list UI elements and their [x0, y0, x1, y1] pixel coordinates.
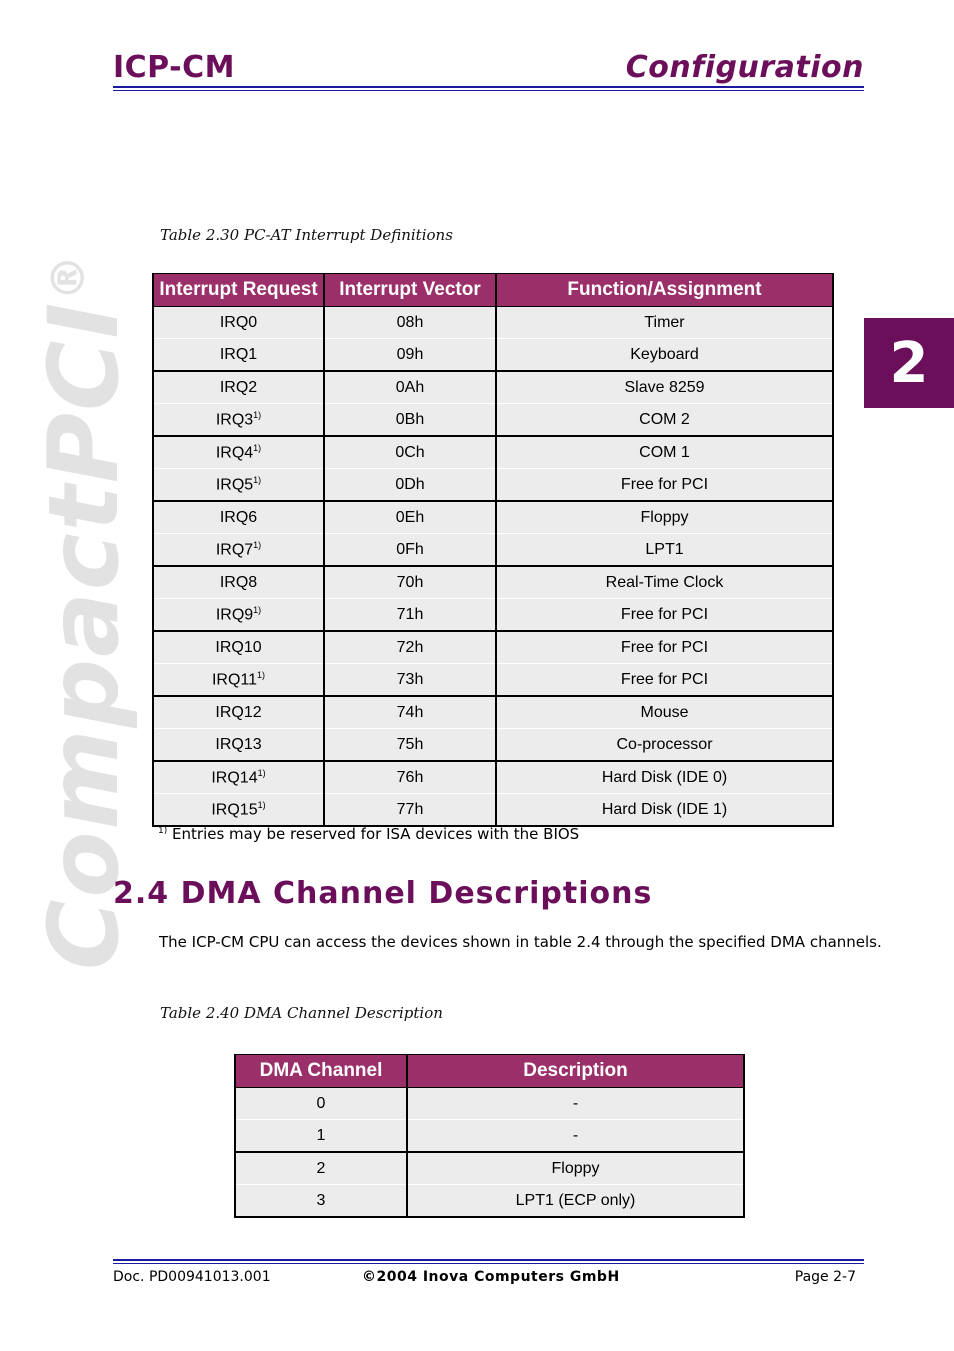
- cell-interrupt-vector: 70h: [324, 566, 496, 599]
- cell-interrupt-request: [153, 696, 324, 729]
- irq-footnote-mark: 1): [253, 409, 262, 420]
- table-row: [153, 534, 833, 567]
- header-rule-top: [113, 86, 864, 88]
- cell-interrupt-vector: 0Eh: [324, 501, 496, 534]
- cell-description: -: [407, 1120, 744, 1153]
- irq-footnote-mark: 1): [257, 767, 266, 778]
- irq-footnote-mark: 1): [257, 799, 266, 810]
- cell-dma-channel: 1: [235, 1120, 407, 1153]
- table-row: [153, 761, 833, 794]
- irq-label: IRQ11: [211, 671, 258, 689]
- irq-footnote-mark: 1): [253, 539, 262, 550]
- section-title: 2.4 DMA Channel Descriptions: [113, 876, 653, 911]
- irq-label: IRQ0: [219, 313, 258, 331]
- table-row: [153, 729, 833, 762]
- cell-interrupt-request: [153, 469, 324, 502]
- footer-doc-number: Doc. PD00941013.001: [113, 1269, 271, 1285]
- cell-interrupt-request: [153, 534, 324, 567]
- dma-table-header: [235, 1055, 744, 1088]
- table-row: [153, 307, 833, 339]
- interrupt-table: [152, 273, 834, 827]
- cell-interrupt-request: [153, 307, 324, 339]
- footnote-text: Entries may be reserved for ISA devices with the BIOS: [172, 825, 580, 843]
- cell-function: Free for PCI: [496, 664, 833, 697]
- footnote-mark: 1): [158, 826, 168, 836]
- table-row: [153, 436, 833, 469]
- cell-interrupt-request: [153, 761, 324, 794]
- watermark-text: CompactPCI: [28, 300, 140, 970]
- irq-footnote-mark: 1): [253, 604, 262, 615]
- cell-interrupt-request: [153, 631, 324, 664]
- table-row: [153, 696, 833, 729]
- footer-rule-top: [113, 1259, 864, 1261]
- cell-interrupt-vector: 74h: [324, 696, 496, 729]
- cell-function: Keyboard: [496, 339, 833, 372]
- cell-function: COM 2: [496, 404, 833, 437]
- cell-description: LPT1 (ECP only): [407, 1185, 744, 1218]
- footer-rule-bottom: [113, 1263, 864, 1264]
- cell-interrupt-vector: 76h: [324, 761, 496, 794]
- cell-dma-channel: 2: [235, 1152, 407, 1185]
- cell-interrupt-request: [153, 599, 324, 632]
- table-row: [153, 631, 833, 664]
- cell-interrupt-vector: 0Fh: [324, 534, 496, 567]
- cell-interrupt-vector: 0Ch: [324, 436, 496, 469]
- cell-function: Free for PCI: [496, 469, 833, 502]
- header-product-title: ICP-CM: [113, 50, 235, 85]
- cell-interrupt-vector: 77h: [324, 794, 496, 827]
- table-row: [235, 1185, 744, 1218]
- dma-table: [234, 1054, 745, 1218]
- irq-label: IRQ5: [215, 476, 254, 494]
- cell-function: Mouse: [496, 696, 833, 729]
- cell-interrupt-vector: 08h: [324, 307, 496, 339]
- cell-function: Floppy: [496, 501, 833, 534]
- cell-interrupt-request: [153, 729, 324, 762]
- cell-interrupt-vector: 09h: [324, 339, 496, 372]
- table-row: [153, 469, 833, 502]
- cell-interrupt-vector: 71h: [324, 599, 496, 632]
- cell-function: COM 1: [496, 436, 833, 469]
- irq-label: IRQ10: [215, 638, 262, 656]
- irq-footnote-mark: 1): [253, 474, 262, 485]
- cell-function: Free for PCI: [496, 631, 833, 664]
- cell-description: -: [407, 1088, 744, 1120]
- table-row: [153, 599, 833, 632]
- cell-function: Real-Time Clock: [496, 566, 833, 599]
- col-header-description: Description: [407, 1055, 744, 1088]
- cell-interrupt-vector: 0Bh: [324, 404, 496, 437]
- cell-function: Co-processor: [496, 729, 833, 762]
- cell-interrupt-request: [153, 339, 324, 372]
- table1-caption: Table 2.30 PC-AT Interrupt Definitions: [160, 226, 453, 244]
- watermark-registered-mark: ®: [41, 252, 95, 301]
- irq-footnote-mark: 1): [253, 442, 262, 453]
- irq-label: IRQ3: [215, 411, 254, 429]
- cell-interrupt-vector: 75h: [324, 729, 496, 762]
- irq-label: IRQ6: [219, 508, 258, 526]
- header-chapter-title: Configuration: [625, 50, 864, 85]
- table-row: [235, 1152, 744, 1185]
- cell-function: Slave 8259: [496, 371, 833, 404]
- header-rule-bottom: [113, 90, 864, 91]
- cell-function: Hard Disk (IDE 0): [496, 761, 833, 794]
- table1-footnote: [158, 825, 579, 843]
- cell-interrupt-vector: 72h: [324, 631, 496, 664]
- irq-label: IRQ14: [211, 769, 258, 787]
- irq-label: IRQ9: [215, 606, 254, 624]
- cell-function: Timer: [496, 307, 833, 339]
- cell-dma-channel: 3: [235, 1185, 407, 1218]
- cell-interrupt-request: [153, 794, 324, 827]
- cell-dma-channel: 0: [235, 1088, 407, 1120]
- table2-caption: Table 2.40 DMA Channel Description: [160, 1004, 443, 1022]
- irq-label: IRQ7: [215, 541, 254, 559]
- table-row: [153, 501, 833, 534]
- irq-label: IRQ8: [219, 573, 258, 591]
- cell-interrupt-vector: 0Dh: [324, 469, 496, 502]
- chapter-number: 2: [889, 330, 929, 396]
- cell-interrupt-request: [153, 371, 324, 404]
- cell-interrupt-request: [153, 566, 324, 599]
- table-row: [153, 794, 833, 827]
- irq-label: IRQ15: [211, 801, 258, 819]
- irq-label: IRQ12: [215, 703, 262, 721]
- col-header-interrupt-vector: Interrupt Vector: [324, 274, 496, 307]
- section-paragraph: The ICP-CM CPU can access the devices shown in table 2.4 through the specified DMA channels.: [159, 933, 882, 951]
- cell-function: LPT1: [496, 534, 833, 567]
- cell-interrupt-vector: 0Ah: [324, 371, 496, 404]
- cell-interrupt-request: [153, 501, 324, 534]
- irq-label: IRQ13: [215, 735, 262, 753]
- cell-interrupt-request: [153, 664, 324, 697]
- cell-function: Hard Disk (IDE 1): [496, 794, 833, 827]
- table-row: [153, 339, 833, 372]
- cell-interrupt-request: [153, 436, 324, 469]
- irq-label: IRQ2: [219, 378, 258, 396]
- col-header-function: Function/Assignment: [496, 274, 833, 307]
- table-row: [153, 371, 833, 404]
- footer-copyright: ©2004 Inova Computers GmbH: [362, 1269, 620, 1285]
- table-row: [235, 1088, 744, 1120]
- cell-description: Floppy: [407, 1152, 744, 1185]
- irq-footnote-mark: 1): [257, 669, 266, 680]
- table-row: [153, 404, 833, 437]
- cell-interrupt-vector: 73h: [324, 664, 496, 697]
- table-row: [153, 566, 833, 599]
- irq-label: IRQ1: [219, 345, 258, 363]
- table-row: [153, 664, 833, 697]
- footer-page-number: Page 2-7: [794, 1269, 856, 1285]
- interrupt-table-header: [153, 274, 833, 307]
- col-header-interrupt-request: Interrupt Request: [153, 274, 324, 307]
- irq-label: IRQ4: [215, 444, 254, 462]
- compactpci-watermark: [28, 253, 140, 970]
- cell-function: Free for PCI: [496, 599, 833, 632]
- col-header-dma-channel: DMA Channel: [235, 1055, 407, 1088]
- chapter-tab: [864, 318, 954, 408]
- cell-interrupt-request: [153, 404, 324, 437]
- table-row: [235, 1120, 744, 1153]
